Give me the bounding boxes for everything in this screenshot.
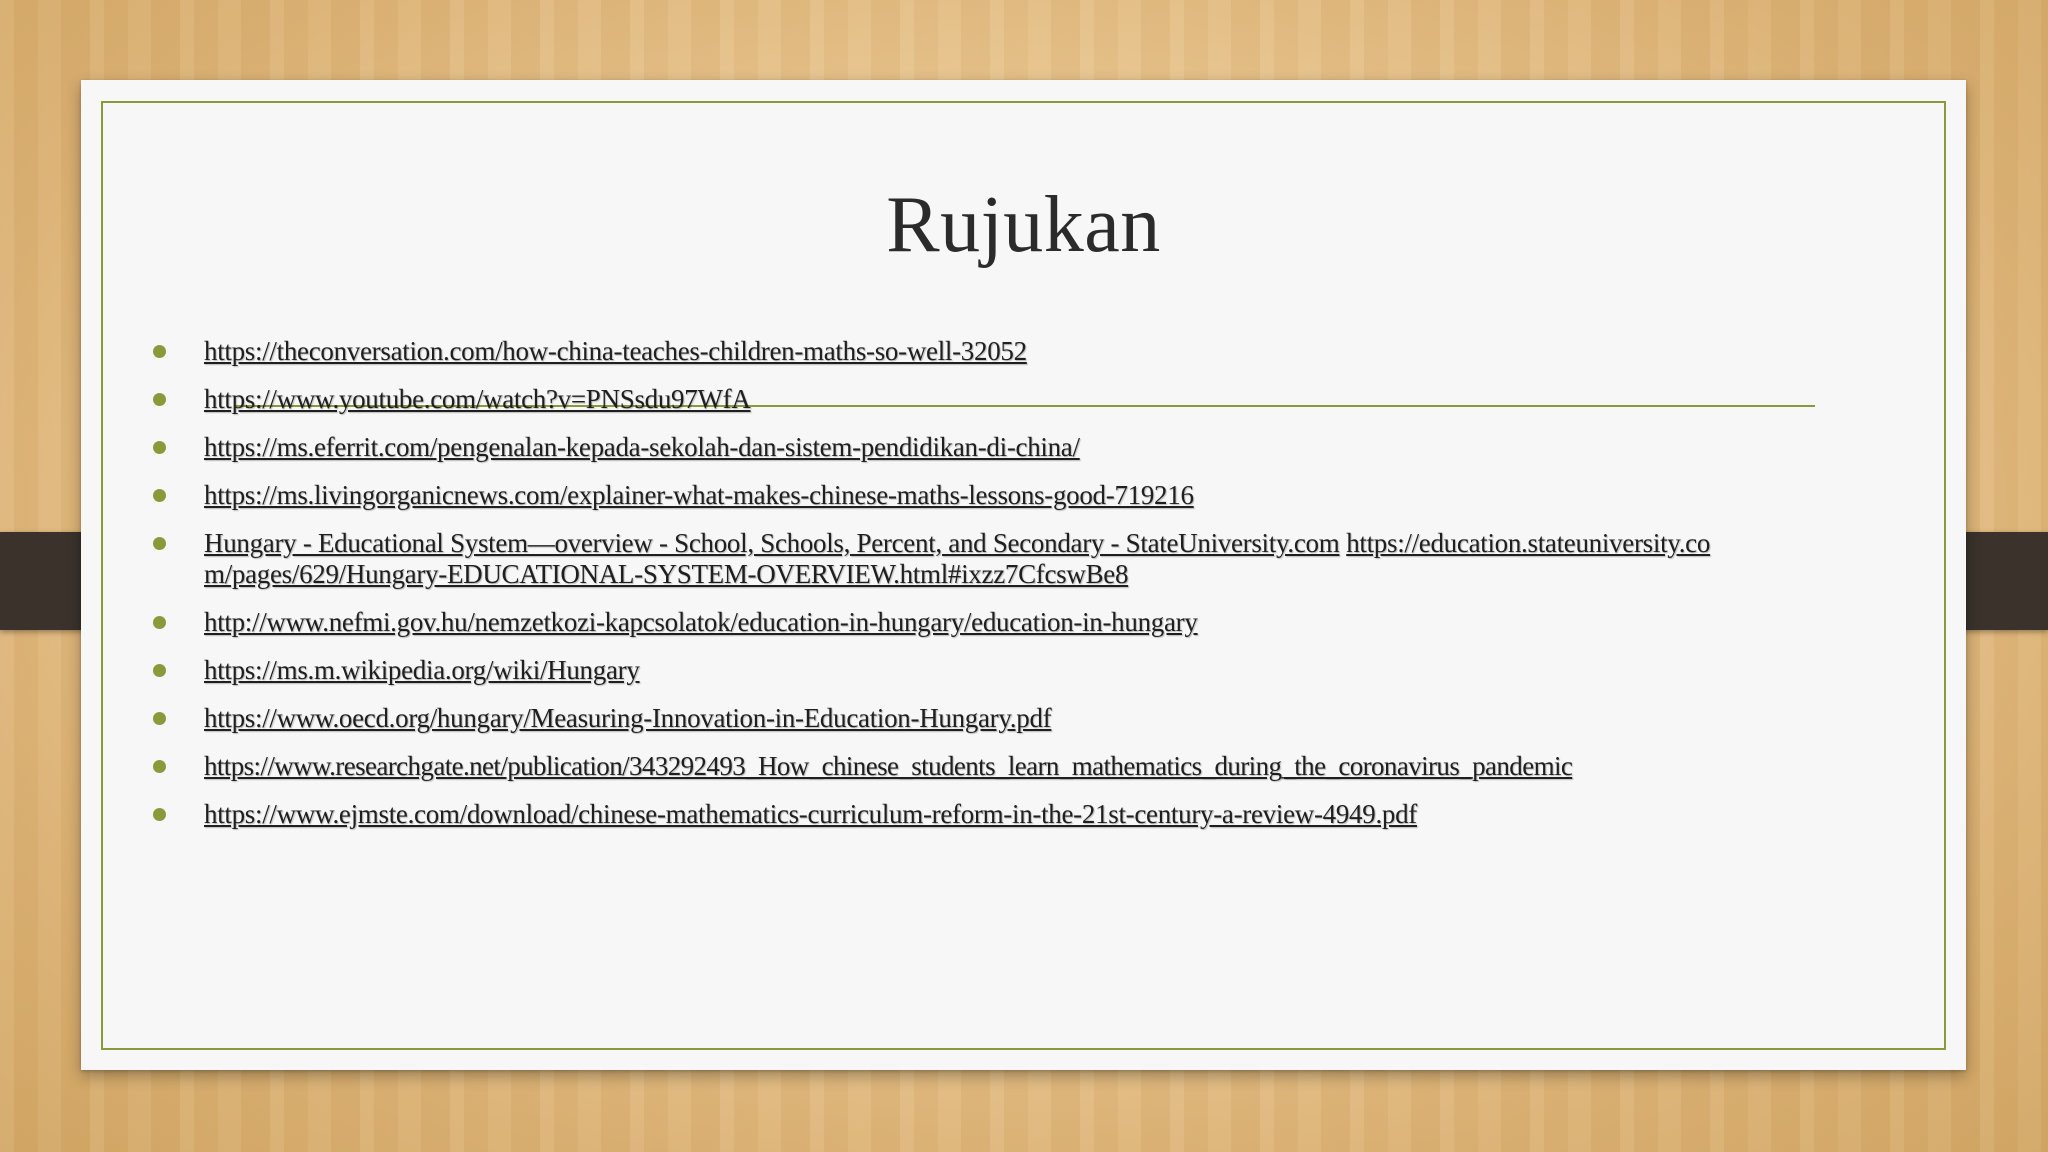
reference-item (70, 751, 1870, 782)
reference-item (70, 336, 1870, 367)
reference-list (70, 336, 1870, 847)
reference-item (70, 655, 1870, 686)
bullet-icon (153, 393, 166, 406)
reference-link[interactable]: http://www.nefmi.gov.hu/nemzetkozi-kapcsolatok/education-in-hungary/education-in-hungary (204, 607, 1198, 637)
reference-item (70, 607, 1870, 638)
reference-item (70, 799, 1870, 830)
reference-link[interactable]: https://ms.m.wikipedia.org/wiki/Hungary (204, 655, 640, 685)
reference-link[interactable]: https://ms.livingorganicnews.com/explainer-what-makes-chinese-maths-lessons-good-719216 (204, 480, 1194, 510)
reference-item (70, 703, 1870, 734)
reference-item-hungary (70, 528, 1724, 590)
reference-link[interactable]: https://www.youtube.com/watch?v=PNSsdu97WfA (204, 384, 751, 414)
reference-link[interactable]: https://www.researchgate.net/publication/343292493_How_chinese_students_learn_mathematics_during_the_coronavirus_pandemic (204, 751, 1573, 781)
reference-title-link[interactable]: Hungary - Educational System—overview - School, Schools, Percent, and Secondary - StateUniversity.com (204, 528, 1340, 558)
bullet-icon (153, 664, 166, 677)
reference-link[interactable]: https://www.oecd.org/hungary/Measuring-Innovation-in-Education-Hungary.pdf (204, 703, 1052, 733)
bullet-icon (153, 441, 166, 454)
reference-item (70, 432, 1870, 463)
reference-link[interactable]: https://www.ejmste.com/download/chinese-mathematics-curriculum-reform-in-the-21st-century-a-review-4949.pdf (204, 799, 1417, 829)
bullet-icon (153, 712, 166, 725)
bullet-icon (153, 489, 166, 502)
bullet-icon (153, 616, 166, 629)
reference-item (70, 384, 1870, 415)
bullet-icon (153, 808, 166, 821)
reference-link[interactable]: https://theconversation.com/how-china-teaches-children-maths-so-well-32052 (204, 336, 1027, 366)
slide-title: Rujukan (886, 181, 1161, 269)
bullet-icon (153, 537, 166, 550)
reference-item (70, 480, 1870, 511)
reference-link[interactable]: https://education.stateuniversity.com/pages/629/Hungary-EDUCATIONAL-SYSTEM-OVERVIEW.html#ixzz7CfcswBe8 (204, 528, 1711, 589)
bullet-icon (153, 345, 166, 358)
bullet-icon (153, 760, 166, 773)
reference-link[interactable]: https://ms.eferrit.com/pengenalan-kepada-sekolah-dan-sistem-pendidikan-di-china/ (204, 432, 1080, 462)
